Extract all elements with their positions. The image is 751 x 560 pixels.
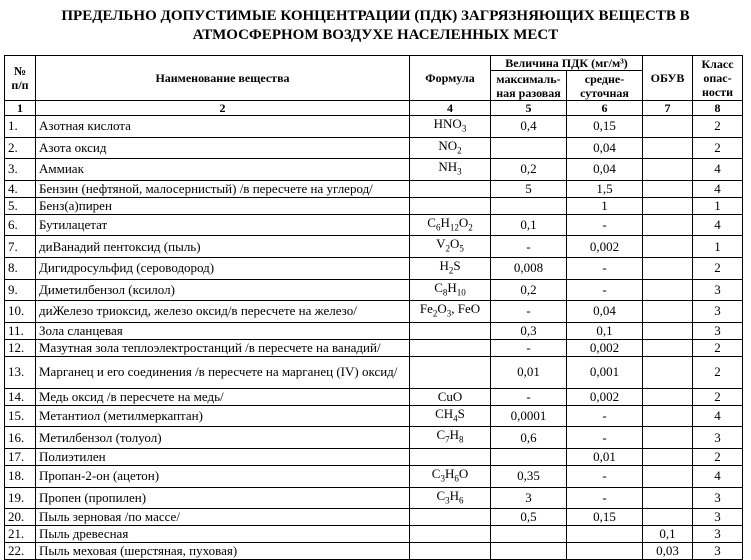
substance-name: Пыль древесная: [36, 526, 410, 543]
row-number: 9.: [5, 279, 36, 301]
formula-cell: $C_3H_6$: [410, 487, 491, 509]
substance-name: Марганец и его соединения /в пересчете на марганец (IV) оксид/: [36, 356, 410, 388]
pdk-table: [4, 55, 743, 560]
table-body: [5, 116, 743, 560]
substance-name: Диметилбензол (ксилол): [36, 279, 410, 301]
table-row: [5, 279, 743, 301]
max-single-value: 0,4: [491, 116, 567, 138]
obuv-value: [643, 339, 693, 356]
daily-average-value: 0,1: [567, 322, 643, 339]
header-number: № п/п: [5, 56, 36, 101]
substance-name: Пыль меховая (шерстяная, пуховая): [36, 543, 410, 560]
formula-cell: $NH_3$: [410, 159, 491, 181]
substance-name: Пропен (пропилен): [36, 487, 410, 509]
hazard-class-value: 3: [693, 279, 743, 301]
table-row: [5, 356, 743, 388]
obuv-value: [643, 159, 693, 181]
row-number: 13.: [5, 356, 36, 388]
daily-average-value: -: [567, 257, 643, 279]
formula-cell: [410, 339, 491, 356]
max-single-value: [491, 448, 567, 465]
row-number: 8.: [5, 257, 36, 279]
row-number: 11.: [5, 322, 36, 339]
row-number: 10.: [5, 301, 36, 323]
daily-average-value: 0,15: [567, 116, 643, 138]
table-row: [5, 526, 743, 543]
substance-name: Медь оксид /в пересчете на медь/: [36, 388, 410, 405]
row-number: 5.: [5, 197, 36, 214]
daily-average-value: 0,002: [567, 236, 643, 258]
hazard-class-value: 4: [693, 465, 743, 487]
header-daily-average: средне-суточная: [567, 71, 643, 101]
max-single-value: -: [491, 388, 567, 405]
column-number: 4: [410, 101, 491, 116]
substance-name: диЖелезо триоксид, железо оксид/в пересчете на железо/: [36, 301, 410, 323]
hazard-class-value: 2: [693, 339, 743, 356]
table-row: [5, 322, 743, 339]
hazard-class-value: 2: [693, 388, 743, 405]
max-single-value: -: [491, 301, 567, 323]
substance-name: Бенз(а)пирен: [36, 197, 410, 214]
formula-cell: $H_2S$: [410, 257, 491, 279]
row-number: 17.: [5, 448, 36, 465]
hazard-class-value: 3: [693, 322, 743, 339]
table-row: [5, 180, 743, 197]
max-single-value: -: [491, 236, 567, 258]
table-row: [5, 509, 743, 526]
substance-name: Азота оксид: [36, 137, 410, 159]
max-single-value: 0,35: [491, 465, 567, 487]
max-single-value: 0,008: [491, 257, 567, 279]
daily-average-value: 0,001: [567, 356, 643, 388]
column-number: 7: [643, 101, 693, 116]
hazard-class-value: 4: [693, 214, 743, 236]
max-single-value: 0,0001: [491, 405, 567, 427]
obuv-value: [643, 257, 693, 279]
formula-cell: $NO_2$: [410, 137, 491, 159]
daily-average-value: 0,04: [567, 301, 643, 323]
substance-name: Пыль зерновая /по массе/: [36, 509, 410, 526]
hazard-class-value: 4: [693, 180, 743, 197]
obuv-value: 0,1: [643, 526, 693, 543]
column-number: 5: [491, 101, 567, 116]
formula-cell: [410, 322, 491, 339]
formula-cell: $C_7H_8$: [410, 427, 491, 449]
header-obuv: ОБУВ: [643, 56, 693, 101]
header-pdk-group: Величина ПДК (мг/м³): [491, 56, 643, 71]
table-row: [5, 137, 743, 159]
daily-average-value: -: [567, 465, 643, 487]
hazard-class-value: 2: [693, 257, 743, 279]
row-number: 7.: [5, 236, 36, 258]
obuv-value: [643, 388, 693, 405]
hazard-class-value: 4: [693, 405, 743, 427]
substance-name: Зола сланцевая: [36, 322, 410, 339]
max-single-value: 0,1: [491, 214, 567, 236]
obuv-value: [643, 236, 693, 258]
obuv-value: [643, 116, 693, 138]
row-number: 4.: [5, 180, 36, 197]
row-number: 18.: [5, 465, 36, 487]
daily-average-value: 0,15: [567, 509, 643, 526]
table-row: [5, 339, 743, 356]
column-number: 6: [567, 101, 643, 116]
table-row: [5, 159, 743, 181]
substance-name: Бутилацетат: [36, 214, 410, 236]
hazard-class-value: 3: [693, 301, 743, 323]
table-row: [5, 257, 743, 279]
obuv-value: [643, 322, 693, 339]
max-single-value: 0,01: [491, 356, 567, 388]
obuv-value: [643, 214, 693, 236]
formula-cell: [410, 356, 491, 388]
daily-average-value: 1: [567, 197, 643, 214]
daily-average-value: -: [567, 487, 643, 509]
daily-average-value: -: [567, 405, 643, 427]
substance-name: Дигидросульфид (сероводород): [36, 257, 410, 279]
hazard-class-value: 2: [693, 116, 743, 138]
obuv-value: [643, 427, 693, 449]
formula-cell: [410, 448, 491, 465]
max-single-value: 0,5: [491, 509, 567, 526]
obuv-value: [643, 487, 693, 509]
daily-average-value: 0,01: [567, 448, 643, 465]
table-row: [5, 197, 743, 214]
row-number: 20.: [5, 509, 36, 526]
title-line-2: АТМОСФЕРНОМ ВОЗДУХЕ НАСЕЛЕННЫХ МЕСТ: [192, 27, 559, 43]
substance-name: Мазутная зола теплоэлектростанций /в пересчете на ванадий/: [36, 339, 410, 356]
column-number: 1: [5, 101, 36, 116]
max-single-value: [491, 543, 567, 560]
table-row: [5, 214, 743, 236]
table-row: [5, 465, 743, 487]
formula-cell: [410, 543, 491, 560]
row-number: 14.: [5, 388, 36, 405]
substance-name: Бензин (нефтяной, малосернистый) /в пересчете на углерод/: [36, 180, 410, 197]
row-number: 15.: [5, 405, 36, 427]
row-number: 6.: [5, 214, 36, 236]
obuv-value: [643, 279, 693, 301]
hazard-class-value: 1: [693, 197, 743, 214]
substance-name: Метантиол (метилмеркаптан): [36, 405, 410, 427]
row-number: 16.: [5, 427, 36, 449]
column-numbers-row: [5, 101, 743, 116]
table-row: [5, 388, 743, 405]
obuv-value: [643, 301, 693, 323]
formula-cell: [410, 526, 491, 543]
obuv-value: [643, 448, 693, 465]
formula-cell: $CH_4S$: [410, 405, 491, 427]
formula-cell: $V_2O_5$: [410, 236, 491, 258]
header-max-single: максималь-ная разовая: [491, 71, 567, 101]
header-substance-name: Наименование вещества: [36, 56, 410, 101]
max-single-value: 0,6: [491, 427, 567, 449]
formula-cell: $HNO_3$: [410, 116, 491, 138]
max-single-value: 5: [491, 180, 567, 197]
row-number: 3.: [5, 159, 36, 181]
header-hazard-class: Класс опас-ности: [693, 56, 743, 101]
column-number: 2: [36, 101, 410, 116]
daily-average-value: 0,04: [567, 137, 643, 159]
obuv-value: [643, 465, 693, 487]
formula-cell: $C_3H_6O$: [410, 465, 491, 487]
table-row: [5, 301, 743, 323]
formula-cell: [410, 509, 491, 526]
max-single-value: 0,3: [491, 322, 567, 339]
substance-name: Пропан-2-он (ацетон): [36, 465, 410, 487]
row-number: 2.: [5, 137, 36, 159]
obuv-value: [643, 197, 693, 214]
obuv-value: [643, 405, 693, 427]
table-row: [5, 487, 743, 509]
daily-average-value: 0,04: [567, 159, 643, 181]
hazard-class-value: 3: [693, 487, 743, 509]
daily-average-value: -: [567, 427, 643, 449]
daily-average-value: -: [567, 279, 643, 301]
daily-average-value: -: [567, 214, 643, 236]
daily-average-value: [567, 526, 643, 543]
substance-name: Аммиак: [36, 159, 410, 181]
obuv-value: [643, 137, 693, 159]
document-title: [0, 7, 751, 45]
row-number: 19.: [5, 487, 36, 509]
obuv-value: [643, 356, 693, 388]
hazard-class-value: 1: [693, 236, 743, 258]
substance-name: Азотная кислота: [36, 116, 410, 138]
daily-average-value: 0,002: [567, 388, 643, 405]
header-formula: Формула: [410, 56, 491, 101]
max-single-value: 3: [491, 487, 567, 509]
formula-cell: $C_8H_{10}$: [410, 279, 491, 301]
table-row: [5, 405, 743, 427]
formula-cell: [410, 180, 491, 197]
row-number: 12.: [5, 339, 36, 356]
table-row: [5, 236, 743, 258]
max-single-value: [491, 197, 567, 214]
daily-average-value: [567, 543, 643, 560]
table-row: [5, 543, 743, 560]
obuv-value: 0,03: [643, 543, 693, 560]
substance-name: Метилбензол (толуол): [36, 427, 410, 449]
formula-cell: CuO: [410, 388, 491, 405]
formula-cell: $Fe_2O_3$, FeO: [410, 301, 491, 323]
hazard-class-value: 4: [693, 159, 743, 181]
obuv-value: [643, 509, 693, 526]
daily-average-value: 1,5: [567, 180, 643, 197]
max-single-value: [491, 137, 567, 159]
hazard-class-value: 3: [693, 543, 743, 560]
max-single-value: -: [491, 339, 567, 356]
max-single-value: [491, 526, 567, 543]
substance-name: диВанадий пентоксид (пыль): [36, 236, 410, 258]
hazard-class-value: 2: [693, 137, 743, 159]
obuv-value: [643, 180, 693, 197]
table-row: [5, 116, 743, 138]
daily-average-value: 0,002: [567, 339, 643, 356]
table-row: [5, 427, 743, 449]
column-number: 8: [693, 101, 743, 116]
hazard-class-value: 2: [693, 356, 743, 388]
table-row: [5, 448, 743, 465]
max-single-value: 0,2: [491, 279, 567, 301]
hazard-class-value: 3: [693, 509, 743, 526]
title-line-1: ПРЕДЕЛЬНО ДОПУСТИМЫЕ КОНЦЕНТРАЦИИ (ПДК) ЗАГРЯЗНЯЮЩИХ ВЕЩЕСТВ В: [61, 8, 690, 24]
max-single-value: 0,2: [491, 159, 567, 181]
row-number: 21.: [5, 526, 36, 543]
substance-name: Полиэтилен: [36, 448, 410, 465]
row-number: 22.: [5, 543, 36, 560]
row-number: 1.: [5, 116, 36, 138]
hazard-class-value: 3: [693, 427, 743, 449]
formula-cell: [410, 197, 491, 214]
formula-cell: $C_6H_{12}O_2$: [410, 214, 491, 236]
hazard-class-value: 3: [693, 526, 743, 543]
hazard-class-value: 2: [693, 448, 743, 465]
